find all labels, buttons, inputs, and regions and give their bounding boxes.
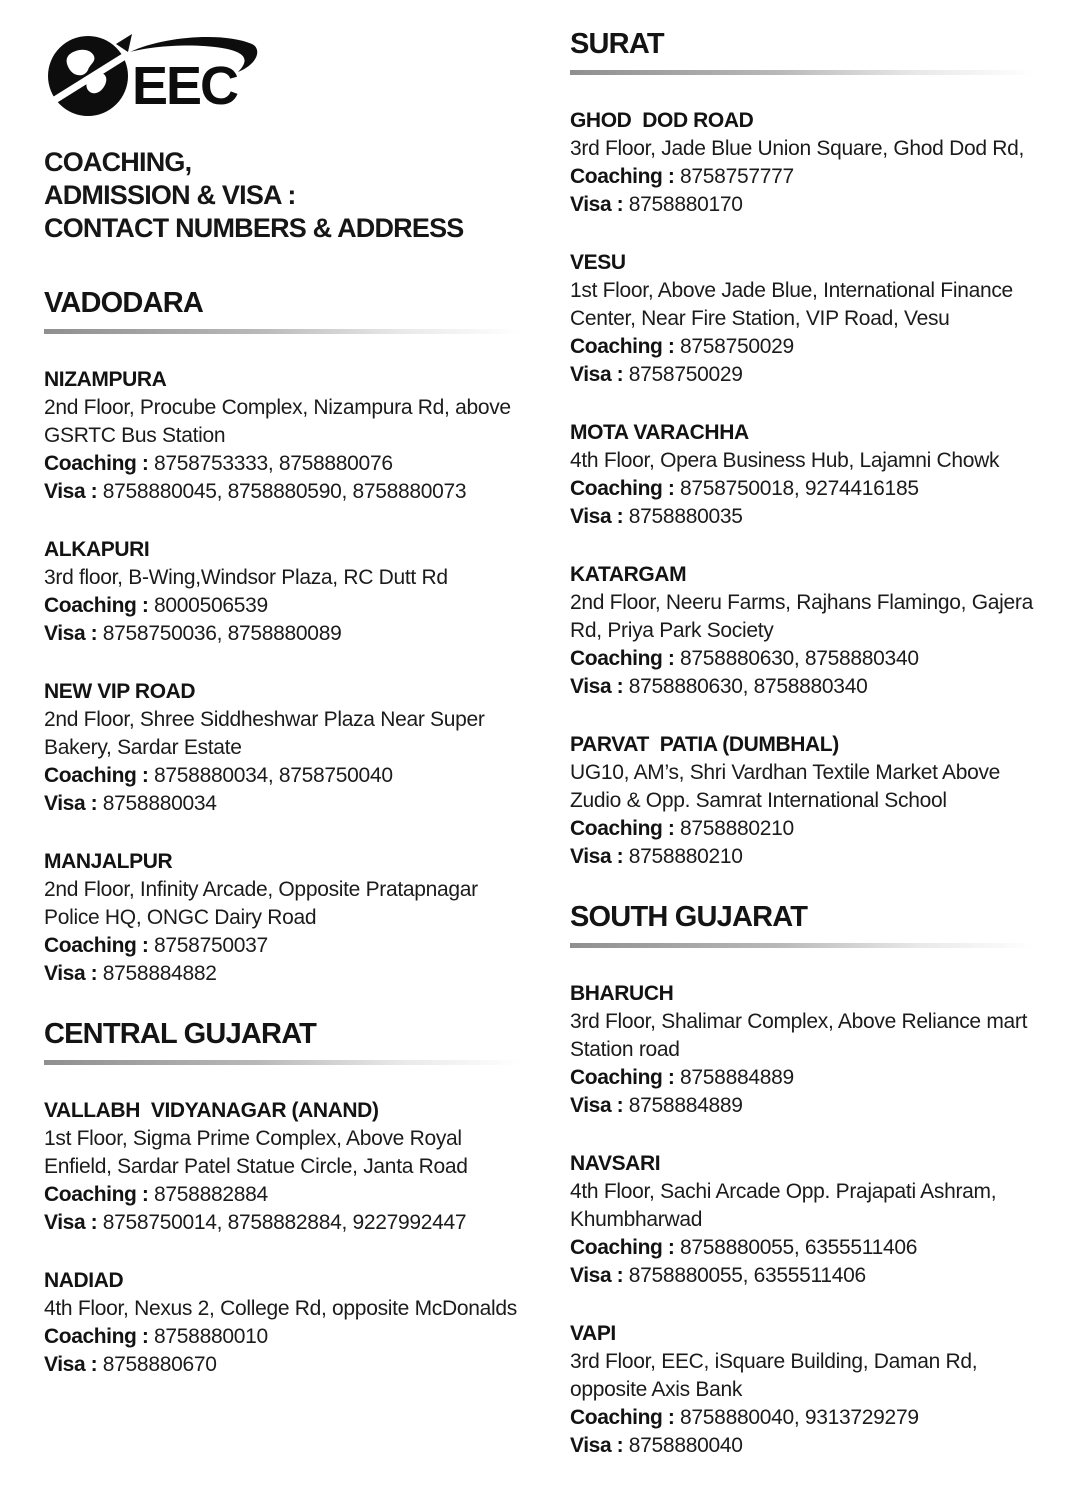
location-block: [570, 107, 1036, 219]
coaching-numbers: 8758750029: [680, 335, 794, 358]
coaching-line: [570, 475, 1036, 503]
location-address: 1st Floor, Sigma Prime Complex, Above Royal Enfield, Sardar Patel Statue Circle, Janta Road: [44, 1127, 468, 1178]
coaching-numbers: 8758880040, 9313729279: [680, 1406, 919, 1429]
visa-line: [44, 960, 522, 988]
coaching-label: Coaching :: [570, 1236, 675, 1259]
coaching-line: [570, 333, 1036, 361]
location-block: [44, 536, 522, 648]
visa-line: [570, 191, 1036, 219]
location-name: MOTA VARACHHA: [570, 421, 749, 444]
location-block: [44, 1267, 522, 1379]
coaching-label: Coaching :: [570, 477, 675, 500]
visa-line: [570, 1262, 1036, 1290]
location-name: NIZAMPURA: [44, 368, 167, 391]
visa-label: Visa :: [44, 1211, 98, 1234]
coaching-line: [570, 645, 1036, 673]
section-heading: SOUTH GUJARAT: [570, 901, 808, 933]
visa-line: [44, 790, 522, 818]
visa-label: Visa :: [44, 622, 98, 645]
visa-numbers: 8758750036, 8758880089: [102, 622, 342, 645]
coaching-line: [44, 1181, 522, 1209]
visa-numbers: 8758750029: [628, 363, 743, 386]
location-address: 4th Floor, Opera Business Hub, Lajamni Chowk: [570, 449, 1000, 472]
coaching-numbers: 8758750018, 9274416185: [680, 477, 919, 500]
globe-swoosh-icon: [44, 30, 264, 118]
visa-label: Visa :: [570, 363, 624, 386]
location-block: [570, 980, 1036, 1120]
visa-line: [570, 1092, 1036, 1120]
visa-label: Visa :: [570, 1434, 624, 1457]
location-address: UG10, AM’s, Shri Vardhan Textile Market Above Zudio & Opp. Samrat International School: [570, 761, 1001, 812]
location-block: [44, 1097, 522, 1237]
location-address: 2nd Floor, Procube Complex, Nizampura Rd, above GSRTC Bus Station: [44, 396, 511, 447]
location-name: PARVAT PATIA (DUMBHAL): [570, 733, 839, 756]
heading-underline: [570, 943, 1036, 948]
coaching-numbers: 8758880010: [154, 1325, 268, 1348]
coaching-line: [44, 762, 522, 790]
visa-line: [44, 1209, 522, 1237]
coaching-line: [44, 1323, 522, 1351]
location-block: [570, 419, 1036, 531]
visa-numbers: 8758880040: [628, 1434, 743, 1457]
visa-label: Visa :: [44, 792, 98, 815]
section-heading: SURAT: [570, 28, 664, 60]
coaching-line: [570, 1234, 1036, 1262]
location-address: 4th Floor, Sachi Arcade Opp. Prajapati Ashram, Khumbharwad: [570, 1180, 997, 1231]
location-address: 3rd Floor, EEC, iSquare Building, Daman Rd, opposite Axis Bank: [570, 1350, 978, 1401]
coaching-line: [570, 815, 1036, 843]
visa-numbers: 8758880670: [102, 1353, 217, 1376]
coaching-numbers: 8758884889: [680, 1066, 794, 1089]
location-name: NEW VIP ROAD: [44, 680, 196, 703]
visa-line: [570, 503, 1036, 531]
visa-label: Visa :: [570, 1264, 624, 1287]
location-name: NADIAD: [44, 1269, 124, 1292]
coaching-label: Coaching :: [44, 1183, 149, 1206]
coaching-label: Coaching :: [570, 335, 675, 358]
location-block: [570, 561, 1036, 701]
coaching-numbers: 8000506539: [154, 594, 268, 617]
location-address: 4th Floor, Nexus 2, College Rd, opposite McDonalds: [44, 1297, 517, 1320]
visa-label: Visa :: [570, 675, 624, 698]
coaching-line: [44, 932, 522, 960]
coaching-label: Coaching :: [570, 165, 675, 188]
right-column-sections: [570, 28, 1036, 1460]
location-name: NAVSARI: [570, 1152, 661, 1175]
location-address: 3rd Floor, Shalimar Complex, Above Reliance mart Station road: [570, 1010, 1028, 1061]
section-central-gujarat: [44, 1018, 522, 1379]
visa-line: [570, 361, 1036, 389]
visa-line: [44, 620, 522, 648]
visa-numbers: 8758880045, 8758880590, 8758880073: [102, 480, 467, 503]
location-name: MANJALPUR: [44, 850, 173, 873]
coaching-label: Coaching :: [570, 1406, 675, 1429]
location-address: 3rd Floor, Jade Blue Union Square, Ghod Dod Rd,: [570, 137, 1025, 160]
visa-numbers: 8758880630, 8758880340: [628, 675, 868, 698]
coaching-numbers: 8758757777: [680, 165, 794, 188]
visa-line: [570, 843, 1036, 871]
section-vadodara: [44, 287, 522, 988]
page-title-line-2: ADMISSION & VISA :: [44, 180, 296, 210]
coaching-numbers: 8758750037: [154, 934, 268, 957]
location-address: 2nd Floor, Shree Siddheshwar Plaza Near Super Bakery, Sardar Estate: [44, 708, 485, 759]
coaching-label: Coaching :: [44, 452, 149, 475]
coaching-label: Coaching :: [570, 1066, 675, 1089]
section-south-gujarat: [570, 901, 1036, 1460]
heading-underline: [44, 329, 522, 334]
section-heading: CENTRAL GUJARAT: [44, 1018, 317, 1050]
eec-logo-text: EEC: [132, 56, 238, 116]
visa-line: [44, 478, 522, 506]
heading-underline: [44, 1060, 522, 1065]
coaching-label: Coaching :: [44, 1325, 149, 1348]
coaching-label: Coaching :: [570, 647, 675, 670]
visa-line: [44, 1351, 522, 1379]
location-name: BHARUCH: [570, 982, 674, 1005]
coaching-numbers: 8758882884: [154, 1183, 268, 1206]
location-name: VALLABH VIDYANAGAR (ANAND): [44, 1099, 379, 1122]
location-address: 2nd Floor, Infinity Arcade, Opposite Pratapnagar Police HQ, ONGC Dairy Road: [44, 878, 478, 929]
visa-numbers: 8758880210: [628, 845, 743, 868]
visa-label: Visa :: [570, 193, 624, 216]
location-block: [44, 848, 522, 988]
left-column: [44, 28, 522, 1490]
location-block: [570, 1320, 1036, 1460]
coaching-line: [44, 450, 522, 478]
visa-numbers: 8758880034: [102, 792, 217, 815]
page-title-line-3: CONTACT NUMBERS & ADDRESS: [44, 213, 464, 243]
visa-numbers: 8758880035: [628, 505, 743, 528]
eec-logo: [44, 30, 522, 118]
left-column-sections: [44, 287, 522, 1379]
coaching-label: Coaching :: [44, 764, 149, 787]
coaching-numbers: 8758880055, 6355511406: [680, 1236, 918, 1259]
location-block: [44, 678, 522, 818]
location-address: 1st Floor, Above Jade Blue, International Finance Center, Near Fire Station, VIP Road, Vesu: [570, 279, 1013, 330]
right-column: [570, 28, 1036, 1490]
location-name: VESU: [570, 251, 626, 274]
visa-numbers: 8758884889: [628, 1094, 743, 1117]
section-surat: [570, 28, 1036, 871]
location-name: GHOD DOD ROAD: [570, 109, 754, 132]
coaching-numbers: 8758880210: [680, 817, 794, 840]
location-block: [570, 731, 1036, 871]
visa-numbers: 8758880170: [628, 193, 743, 216]
coaching-label: Coaching :: [44, 934, 149, 957]
location-block: [44, 366, 522, 506]
visa-numbers: 8758750014, 8758882884, 9227992447: [102, 1211, 467, 1234]
coaching-line: [44, 592, 522, 620]
visa-line: [570, 1432, 1036, 1460]
coaching-label: Coaching :: [44, 594, 149, 617]
visa-label: Visa :: [44, 962, 98, 985]
coaching-numbers: 8758880630, 8758880340: [680, 647, 919, 670]
section-heading: VADODARA: [44, 287, 204, 319]
coaching-numbers: 8758880034, 8758750040: [154, 764, 393, 787]
coaching-line: [570, 1064, 1036, 1092]
coaching-numbers: 8758753333, 8758880076: [154, 452, 393, 475]
page-title-line-1: COACHING,: [44, 147, 192, 177]
coaching-line: [570, 1404, 1036, 1432]
visa-line: [570, 673, 1036, 701]
coaching-label: Coaching :: [570, 817, 675, 840]
visa-label: Visa :: [570, 1094, 624, 1117]
page-title: [44, 146, 522, 245]
location-name: KATARGAM: [570, 563, 687, 586]
visa-label: Visa :: [570, 505, 624, 528]
heading-underline: [570, 70, 1036, 75]
location-name: ALKAPURI: [44, 538, 150, 561]
visa-label: Visa :: [44, 480, 98, 503]
location-block: [570, 1150, 1036, 1290]
location-name: VAPI: [570, 1322, 616, 1345]
coaching-line: [570, 163, 1036, 191]
location-address: 3rd floor, B-Wing,Windsor Plaza, RC Dutt Rd: [44, 566, 448, 589]
location-address: 2nd Floor, Neeru Farms, Rajhans Flamingo, Gajera Rd, Priya Park Society: [570, 591, 1033, 642]
visa-label: Visa :: [44, 1353, 98, 1376]
location-block: [570, 249, 1036, 389]
visa-numbers: 8758884882: [102, 962, 217, 985]
visa-numbers: 8758880055, 6355511406: [628, 1264, 866, 1287]
visa-label: Visa :: [570, 845, 624, 868]
